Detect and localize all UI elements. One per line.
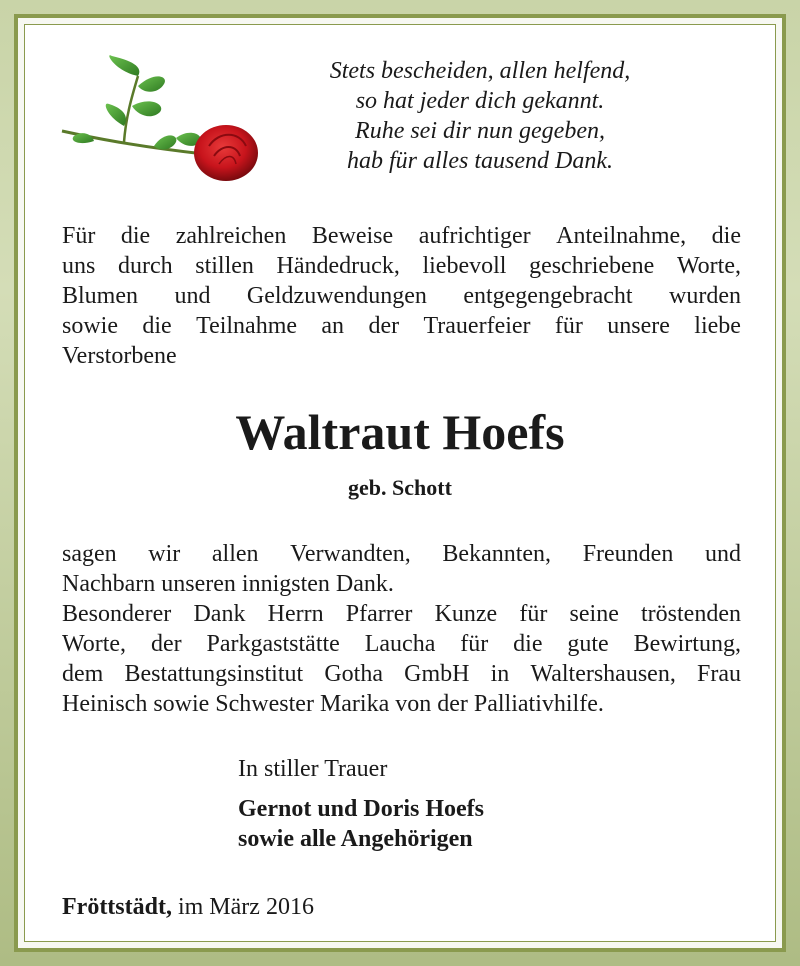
- word: gute: [567, 631, 609, 657]
- leaf-shape: [132, 101, 161, 116]
- text-line: [62, 251, 741, 281]
- poem-line: Ruhe sei dir nun gegeben,: [355, 118, 605, 144]
- word: Blumen: [62, 283, 138, 309]
- leaf-shape: [138, 76, 165, 91]
- word: die: [513, 631, 543, 657]
- word: Besonderer: [62, 601, 172, 627]
- text-line: [62, 539, 741, 569]
- text-line: [62, 311, 741, 341]
- rose-blossom: [194, 125, 258, 181]
- word: wurden: [669, 283, 741, 309]
- word: Bekannten,: [442, 541, 552, 567]
- rose-illustration: [54, 46, 264, 191]
- word: die: [711, 223, 741, 249]
- text-line: [62, 659, 741, 689]
- text-line: Heinisch sowie Schwester Marika von der Palliativhilfe.: [62, 691, 604, 717]
- poem-verse: [290, 56, 670, 176]
- leaf-shape: [106, 104, 126, 126]
- text-line: [62, 281, 741, 311]
- poem-line: Stets bescheiden, allen helfend,: [329, 58, 631, 84]
- text-line: Verstorbene: [62, 343, 177, 369]
- place-date-line: [62, 892, 314, 922]
- word: Bestattungsinstitut: [124, 661, 304, 687]
- mourning-phrase: In stiller Trauer: [238, 756, 388, 782]
- word: liebe: [694, 313, 741, 339]
- word: der: [368, 313, 400, 339]
- word: für: [519, 601, 548, 627]
- word: allen: [211, 541, 259, 567]
- word: Geldzuwendungen: [246, 283, 427, 309]
- word: für: [554, 313, 583, 339]
- word: geschriebene: [529, 253, 655, 279]
- word: liebevoll: [422, 253, 507, 279]
- word: sagen: [62, 541, 117, 567]
- poem-line: so hat jeder dich gekannt.: [355, 88, 605, 114]
- word: tröstenden: [641, 601, 741, 627]
- word: und: [704, 541, 741, 567]
- word: dem: [62, 661, 104, 687]
- word: Pfarrer: [345, 601, 413, 627]
- word: Gotha: [324, 661, 383, 687]
- word: GmbH: [404, 661, 470, 687]
- birth-name: geb. Schott: [348, 475, 452, 500]
- text-line: Nachbarn unseren innigsten Dank.: [62, 571, 394, 597]
- text-line: [62, 221, 741, 251]
- intro-paragraph: [62, 221, 741, 371]
- date-text: im März 2016: [177, 894, 314, 920]
- word: uns: [62, 253, 96, 279]
- word: entgegengebracht: [463, 283, 633, 309]
- word: Herrn: [267, 601, 324, 627]
- word: unsere: [607, 313, 670, 339]
- word: und: [174, 283, 211, 309]
- word: die: [120, 223, 151, 249]
- leaf-shape: [109, 55, 139, 76]
- word: Beweise: [311, 223, 394, 249]
- word: aufrichtiger: [418, 223, 531, 249]
- word: in: [490, 661, 510, 687]
- text-line: [62, 599, 741, 629]
- word: Waltershausen,: [530, 661, 676, 687]
- word: Anteilnahme,: [556, 223, 687, 249]
- word: seine: [569, 601, 619, 627]
- word: Frau: [696, 661, 741, 687]
- word: wir: [148, 541, 181, 567]
- word: Teilnahme: [196, 313, 298, 339]
- place-name: Fröttstädt,: [62, 894, 172, 920]
- word: die: [142, 313, 172, 339]
- word: Worte,: [676, 253, 741, 279]
- word: für: [460, 631, 489, 657]
- thanks-paragraph: [62, 539, 741, 719]
- text-line: [62, 629, 741, 659]
- word: Freunden: [582, 541, 674, 567]
- word: Kunze: [434, 601, 498, 627]
- word: an: [321, 313, 345, 339]
- word: Worte,: [62, 631, 127, 657]
- word: Dank: [193, 601, 246, 627]
- signature-block: [238, 754, 484, 854]
- word: Verwandten,: [290, 541, 411, 567]
- poem-line: hab für alles tausend Dank.: [347, 148, 613, 174]
- leaf-shape: [154, 135, 176, 149]
- deceased-name: Waltraut Hoefs: [235, 404, 565, 460]
- word: Laucha: [364, 631, 436, 657]
- word: der: [150, 631, 182, 657]
- mourner-relatives: sowie alle Angehörigen: [238, 826, 473, 852]
- word: zahlreichen: [175, 223, 287, 249]
- mourner-names: Gernot und Doris Hoefs: [238, 796, 484, 822]
- word: Bewirtung,: [633, 631, 741, 657]
- word: Händedruck,: [276, 253, 400, 279]
- word: stillen: [195, 253, 254, 279]
- word: Für: [62, 223, 96, 249]
- word: Trauerfeier: [423, 313, 531, 339]
- word: sowie: [62, 313, 118, 339]
- word: Parkgaststätte: [206, 631, 340, 657]
- word: durch: [117, 253, 173, 279]
